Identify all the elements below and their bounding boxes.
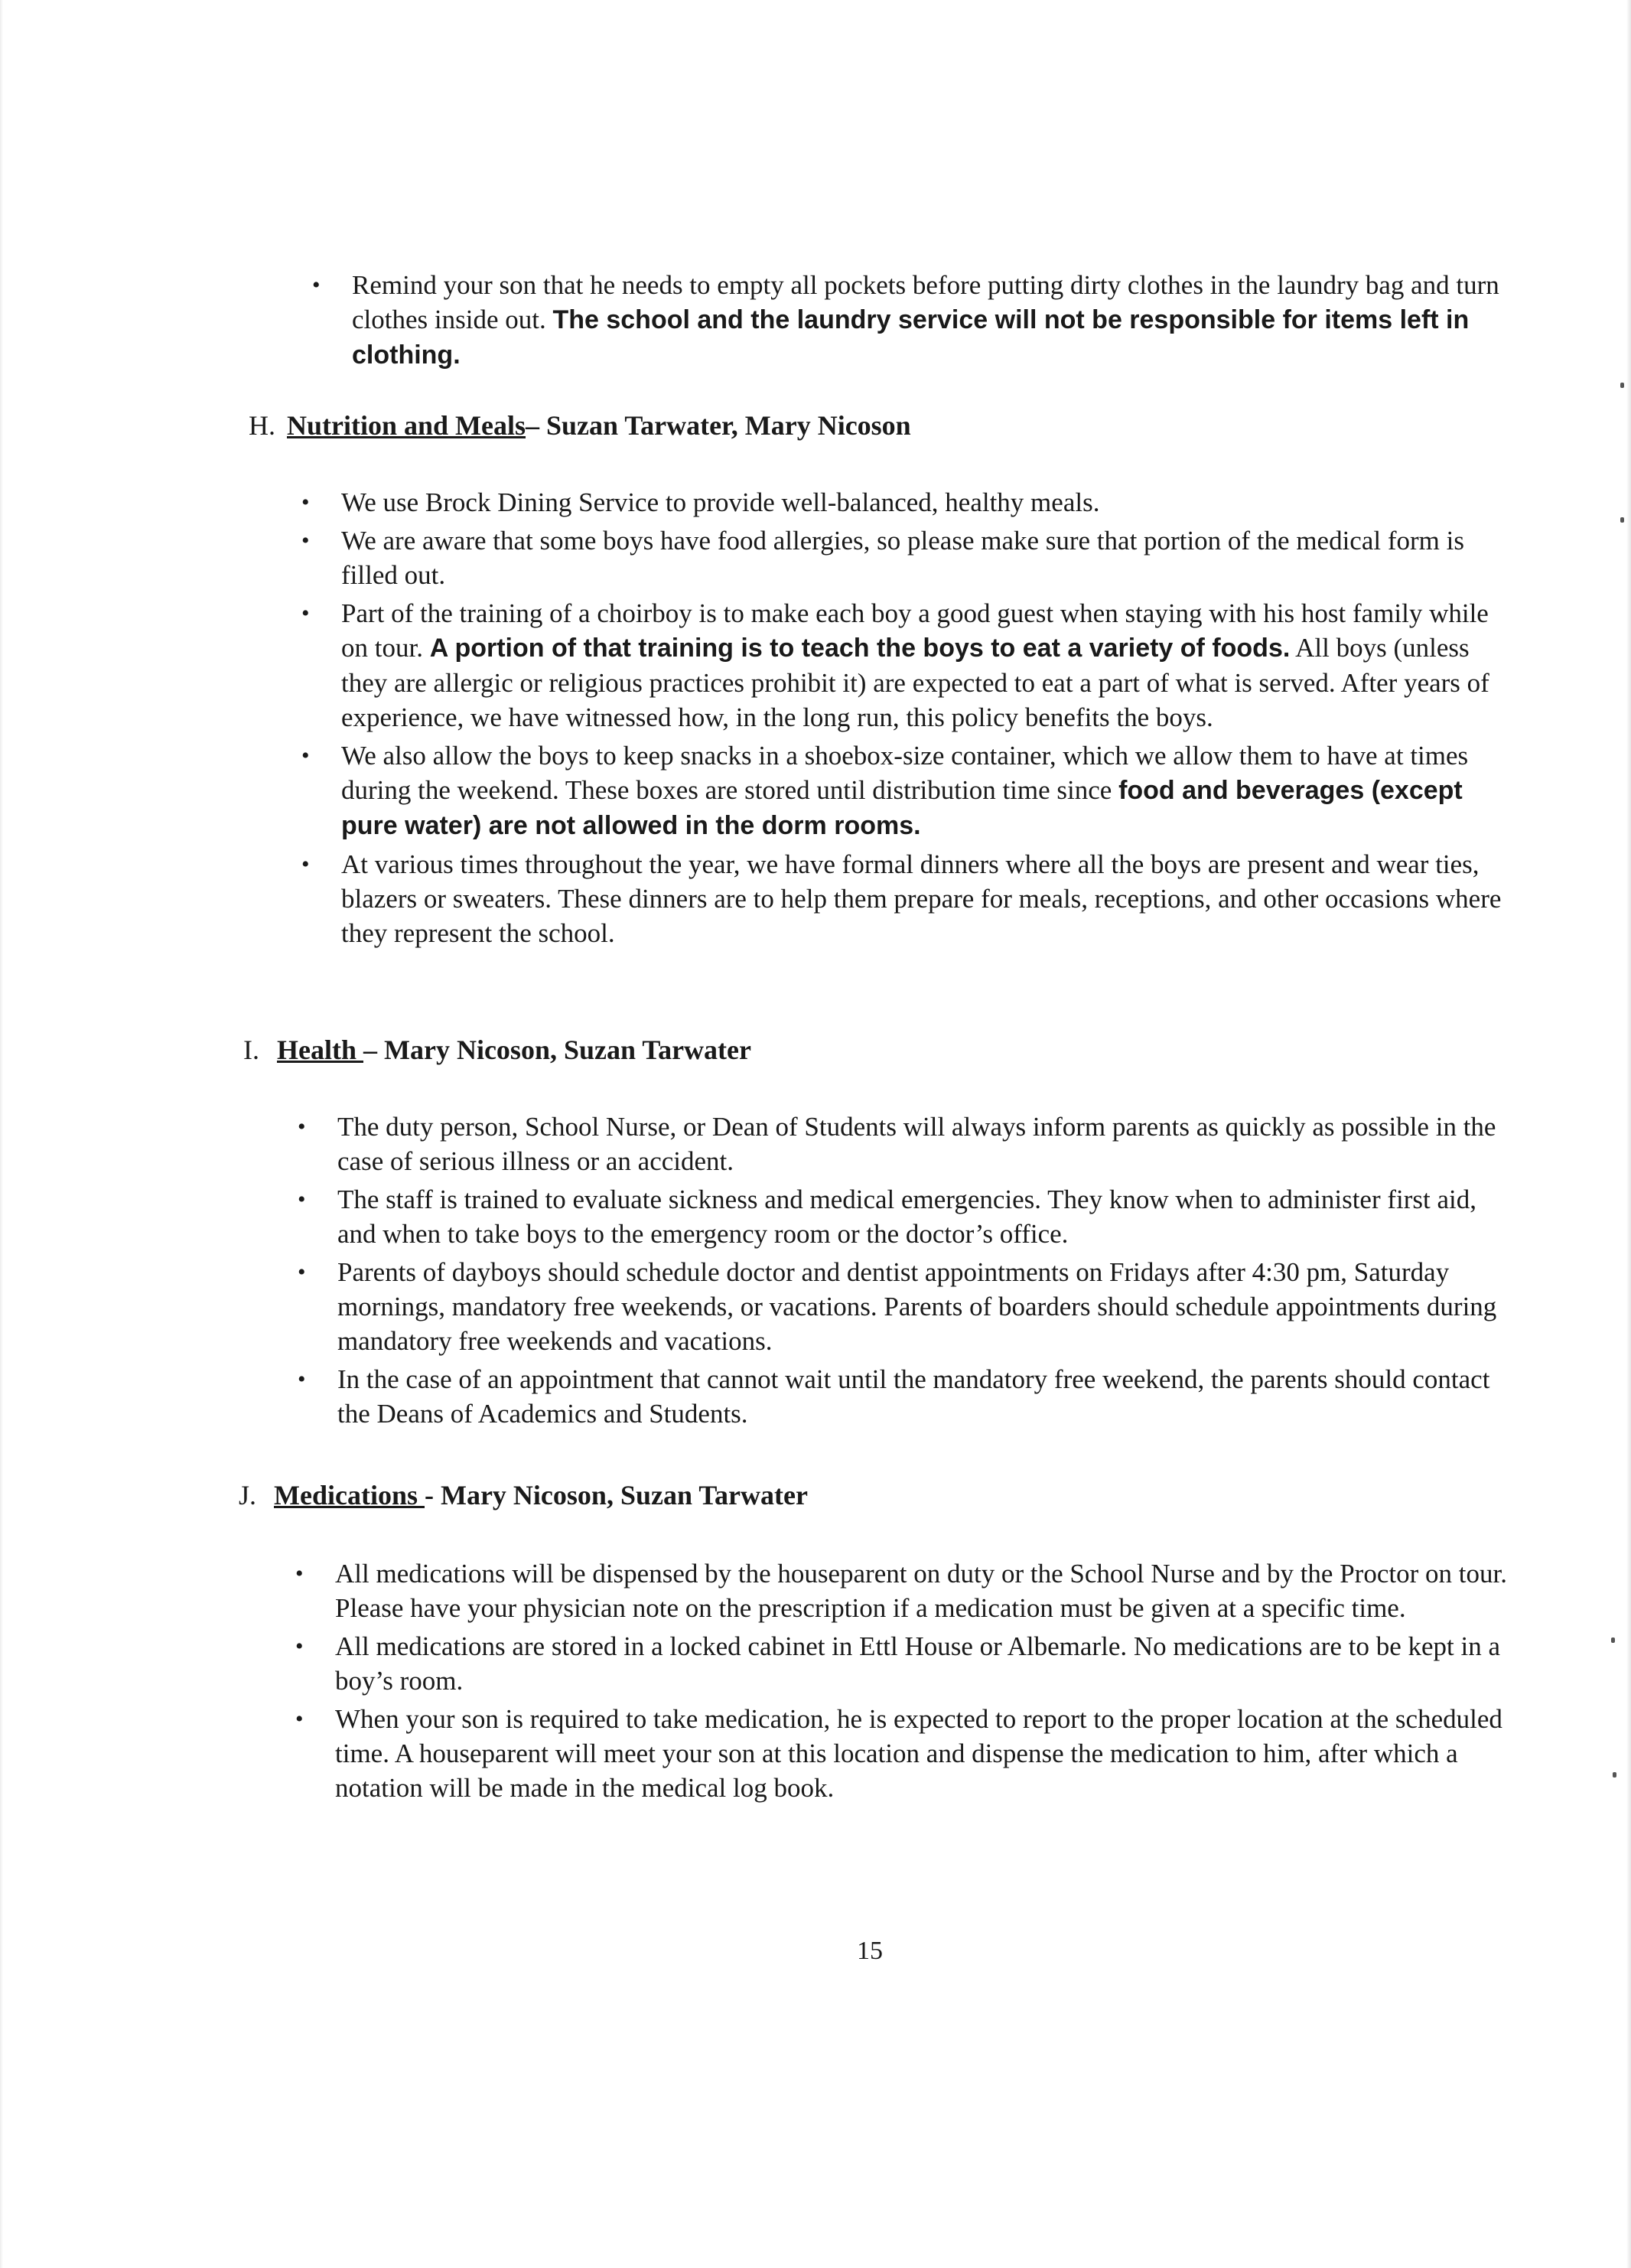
section-heading-i (243, 1033, 751, 1067)
scan-speck (1620, 517, 1624, 523)
section-title: Medications (274, 1480, 425, 1510)
bullet-icon: • (301, 743, 310, 768)
scan-left-edge (0, 0, 3, 2268)
section-letter: H. (249, 410, 275, 441)
list-item (301, 596, 1504, 735)
bullet-text: When your son is required to take medication, he is expected to report to the proper location at the scheduled time. A houseparent will meet your son at this location and dispense the medication to him, after which a notation will be made in the medical log book. (335, 1704, 1502, 1803)
bullet-bold-text: The school and the laundry service will not be responsible for items left in clothing. (352, 305, 1470, 370)
laundry-bullet-list (312, 268, 1530, 376)
bullet-text: The duty person, School Nurse, or Dean of Students will always inform parents as quickly as possible in the case of serious illness or an accident. (337, 1112, 1496, 1176)
list-item (298, 1255, 1515, 1358)
section-heading-j (239, 1478, 808, 1513)
bullet-text: At various times throughout the year, we have formal dinners where all the boys are present and wear ties, blazers or sweaters. These dinners are to help them prepare for meals, receptions, and other occasions where they represent the school. (341, 849, 1502, 948)
section-people: – Suzan Tarwater, Mary Nicoson (526, 410, 911, 441)
list-item (312, 268, 1530, 373)
list-item (298, 1182, 1515, 1251)
section-h-bullet-list (301, 485, 1504, 954)
bullet-text: All medications are stored in a locked cabinet in Ettl House or Albemarle. No medications are to be kept in a boy’s room. (335, 1631, 1500, 1696)
bullet-icon: • (301, 528, 310, 553)
bullet-text: Remind your son that he needs to empty all pockets before putting dirty clothes in the laundry bag and turn clothes inside out. (352, 270, 1499, 334)
bullet-bold-text: A portion of that training is to teach the boys to eat a variety of foods. (429, 634, 1291, 663)
list-item (301, 738, 1504, 843)
scan-speck (1611, 1637, 1615, 1643)
bullet-bold-text: food and beverages (except pure water) are not allowed in the dorm rooms. (341, 776, 1463, 840)
list-item (295, 1702, 1528, 1805)
bullet-text: All medications will be dispensed by the houseparent on duty or the School Nurse and by the Proctor on tour. Please have your physician note on the prescription if a medication must be given at a specific time. (335, 1559, 1507, 1623)
scan-speck (1613, 1772, 1616, 1778)
bullet-icon: • (295, 1561, 304, 1586)
bullet-icon: • (298, 1259, 306, 1285)
section-heading-h (249, 409, 911, 443)
section-letter: I. (243, 1035, 259, 1065)
page-number: 15 (857, 1937, 883, 1965)
list-item (301, 523, 1504, 592)
section-title: Nutrition and Meals (287, 410, 526, 441)
bullet-text: We also allow the boys to keep snacks in a shoebox-size container, which we allow them to have at times during the weekend. These boxes are stored until distribution time since (341, 741, 1469, 805)
bullet-text: The staff is trained to evaluate sickness and medical emergencies. They know when to administer first aid, and when to take boys to the emergency room or the doctor’s office. (337, 1185, 1477, 1249)
scan-speck (1620, 383, 1624, 388)
list-item (295, 1556, 1528, 1625)
bullet-icon: • (301, 490, 310, 515)
section-j-bullet-list (295, 1556, 1528, 1809)
scan-right-edge (1626, 0, 1631, 2268)
bullet-text: We are aware that some boys have food allergies, so please make sure that portion of the medical form is filled out. (341, 526, 1464, 590)
bullet-icon: • (301, 601, 310, 626)
bullet-icon: • (298, 1367, 306, 1392)
list-item (301, 485, 1504, 520)
bullet-icon: • (298, 1114, 306, 1139)
section-title: Health (277, 1035, 363, 1065)
list-item (298, 1110, 1515, 1178)
bullet-text: Parents of dayboys should schedule doctor and dentist appointments on Fridays after 4:30 pm, Saturday mornings, mandatory free weekends, or vacations. Parents of boarders should schedule appointments during mandatory free weekends and vacations. (337, 1257, 1497, 1356)
bullet-icon: • (298, 1187, 306, 1212)
bullet-text: All boys (unless they are allergic or religious practices prohibit it) are expected to eat a part of what is served. After years of experience, we have witnessed how, in the long run, this policy benefits the boys. (341, 633, 1489, 732)
section-i-bullet-list (298, 1110, 1515, 1435)
bullet-text: We use Brock Dining Service to provide well-balanced, healthy meals. (341, 487, 1100, 517)
list-item (301, 847, 1504, 950)
section-letter: J. (239, 1480, 257, 1510)
bullet-icon: • (295, 1706, 304, 1732)
bullet-icon: • (295, 1634, 304, 1659)
bullet-text: In the case of an appointment that cannot wait until the mandatory free weekend, the parents should contact the Deans of Academics and Students. (337, 1364, 1490, 1429)
bullet-text: Part of the training of a choirboy is to make each boy a good guest when staying with his host family while on tour. (341, 598, 1489, 663)
list-item (295, 1629, 1528, 1698)
bullet-icon: • (301, 852, 310, 877)
bullet-icon: • (312, 272, 321, 298)
list-item (298, 1362, 1515, 1431)
section-people: - Mary Nicoson, Suzan Tarwater (424, 1480, 808, 1510)
section-people: – Mary Nicoson, Suzan Tarwater (363, 1035, 751, 1065)
